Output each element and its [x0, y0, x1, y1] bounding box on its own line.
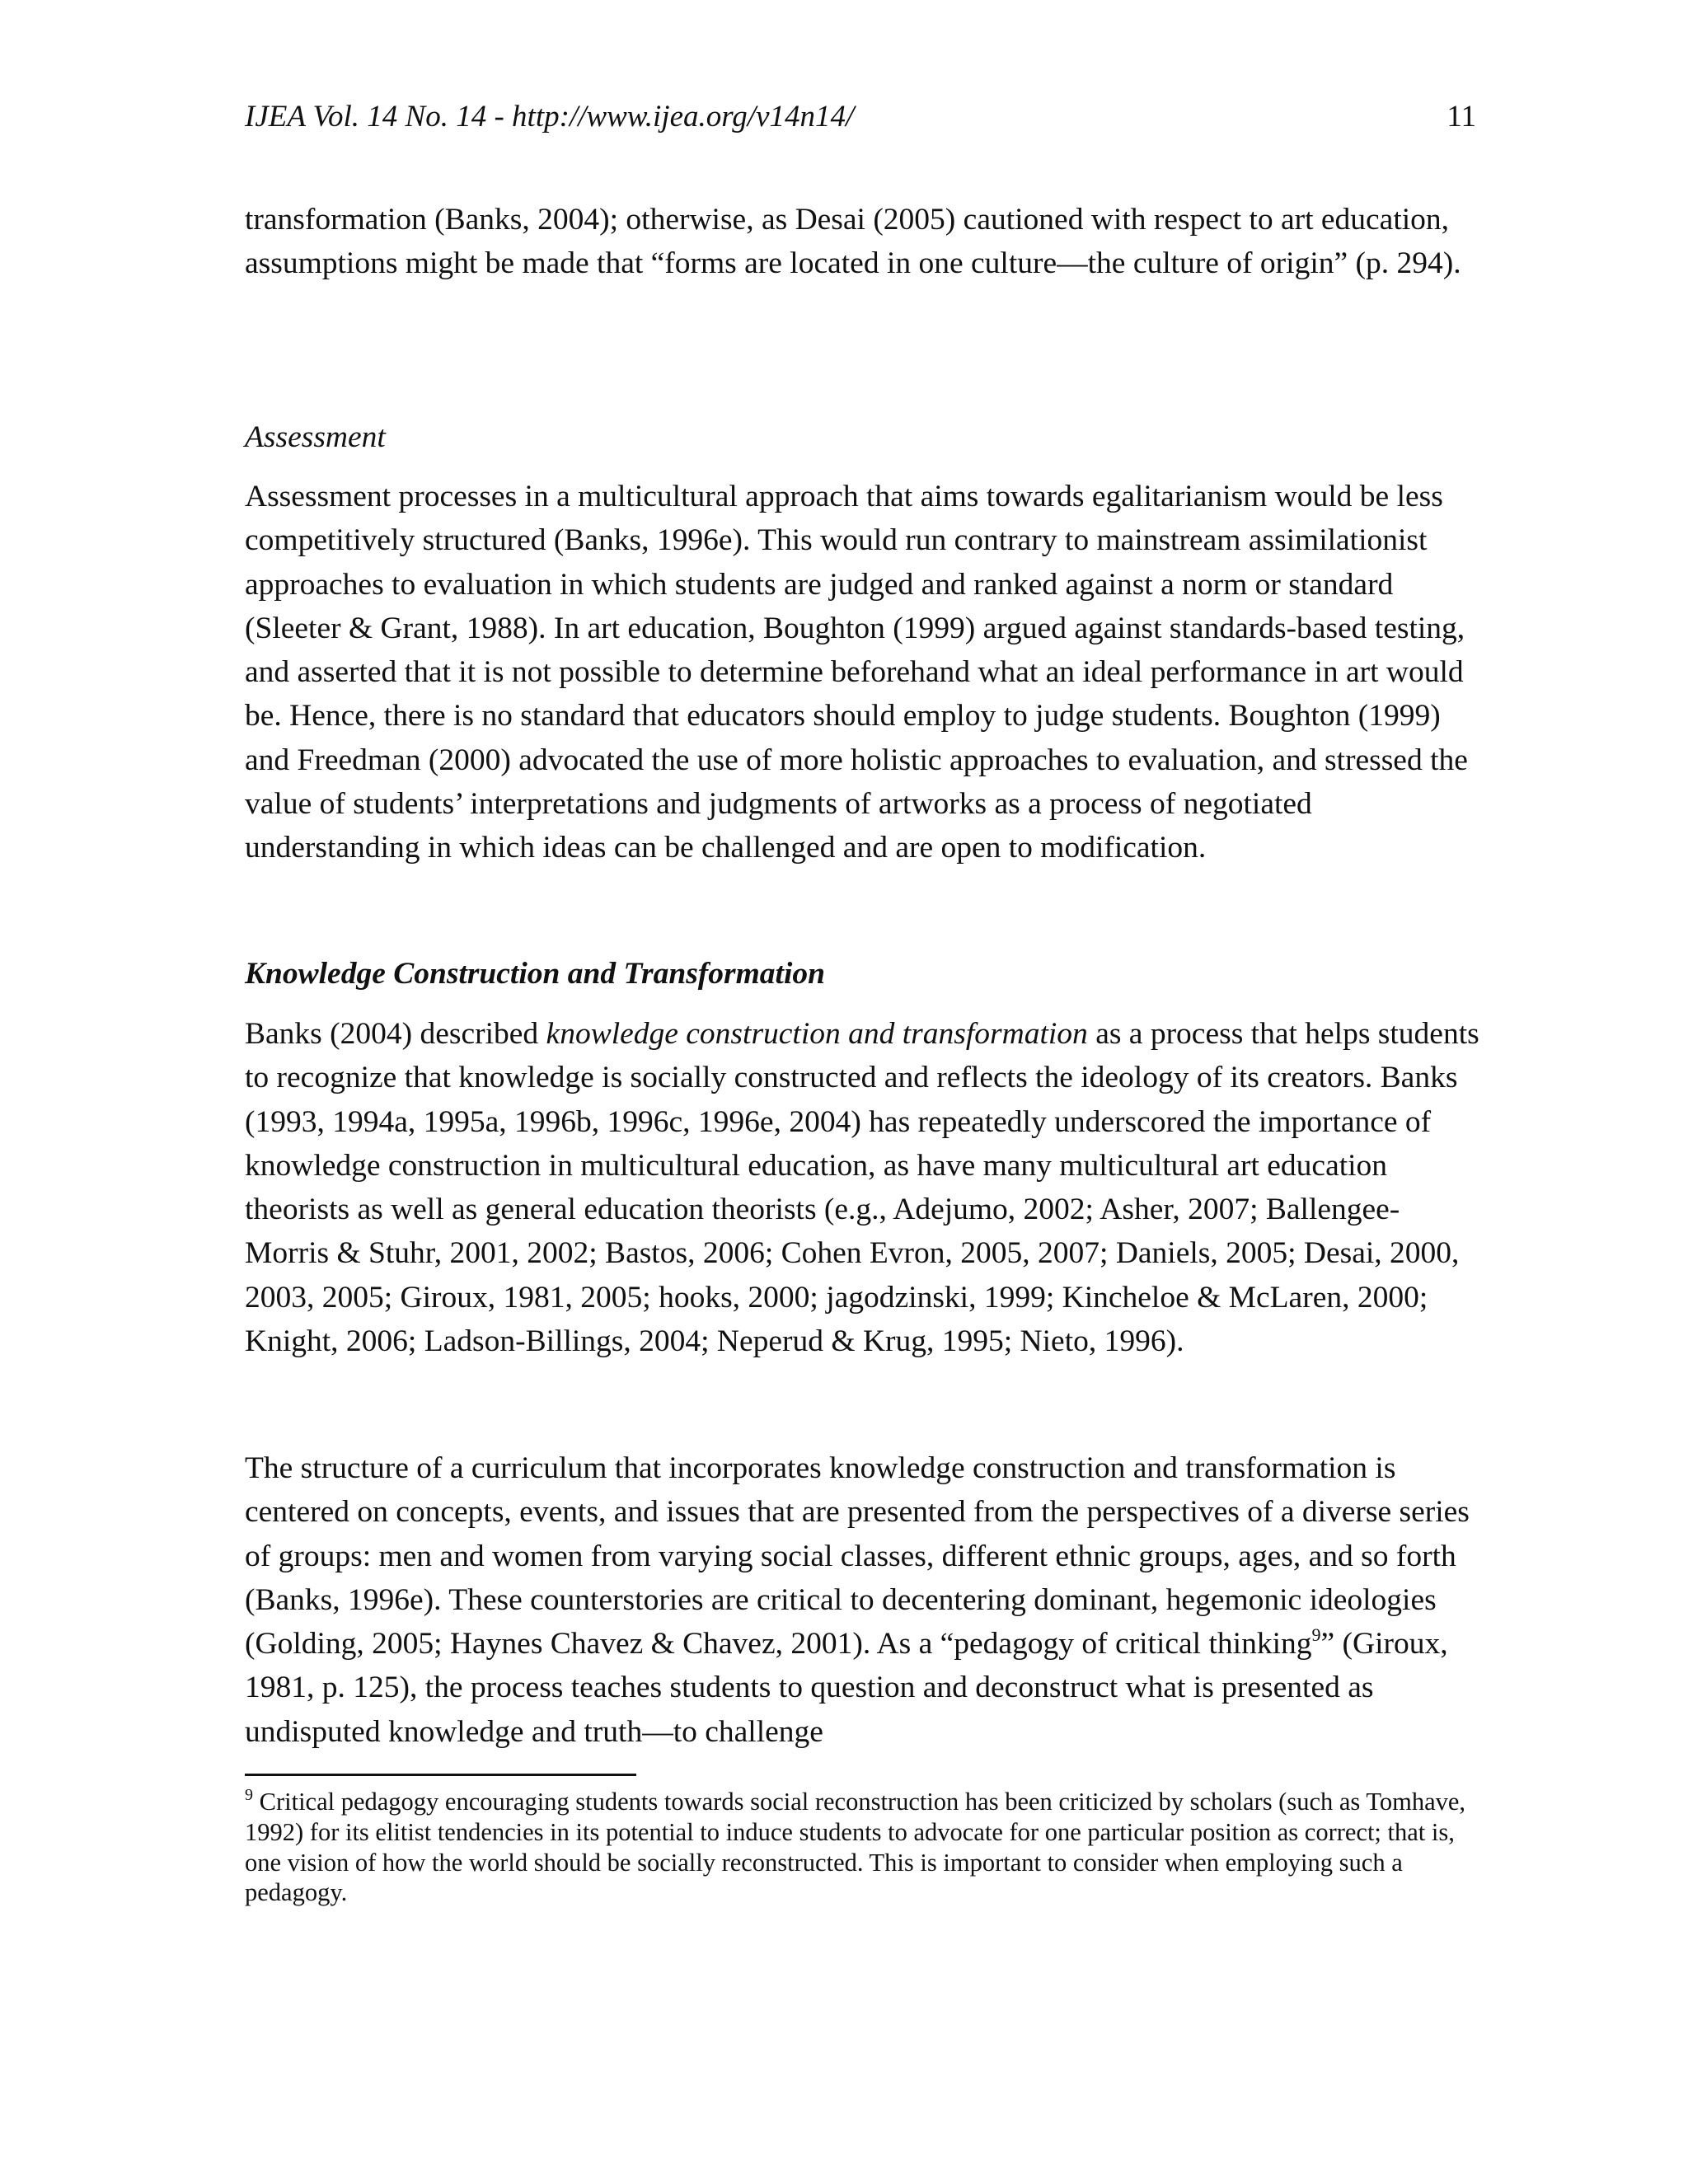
- paragraph-text-rest: as a process that helps students to recognize that knowledge is socially constructed and reflects the ideology of its creators. Banks (1993, 1994a, 1995a, 1996b, 1996c, 1996e, 2004) has repeatedly underscored the importance of knowledge construction in multicultural education, as have many multicultural art education theorists as well as general education theorists (e.g., Adejumo, 2002; Asher, 2007; Ballengee-Morris & Stuhr, 2001, 2002; Bastos, 2006; Cohen Evron, 2005, 2007; Daniels, 2005; Desai, 2000, 2003, 2005; Giroux, 1981, 2005; hooks, 2000; jagodzinski, 1999; Kincheloe & McLaren, 2000; Knight, 2006; Ladson-Billings, 2004; Neperud & Krug, 1995; Nieto, 1996).: [245, 1017, 1479, 1359]
- footnote: [245, 1787, 1481, 1908]
- emphasized-term: knowledge construction and transformation: [546, 1017, 1088, 1051]
- paragraph-text-start: Banks (2004) described: [245, 1017, 546, 1051]
- knowledge-construction-paragraph: [245, 1012, 1481, 1363]
- journal-citation: IJEA Vol. 14 No. 14 - http://www.ijea.org/v14n14/: [245, 100, 855, 134]
- section-heading: Knowledge Construction and Transformation: [245, 957, 825, 991]
- assessment-paragraph: Assessment processes in a multicultural approach that aims towards egalitarianism would be less competitively structured (Banks, 1996e). This would run contrary to mainstream assimilationist approaches to evaluation in which students are judged and ranked against a norm or standard (Sleeter & Grant, 1988). In art education, Boughton (1999) argued against standards-based testing, and asserted that it is not possible to determine beforehand what an ideal performance in art would be. Hence, there is no standard that educators should employ to judge students. Boughton (1999) and Freedman (2000) advocated the use of more holistic approaches to evaluation, and stressed the value of students’ interpretations and judgments of artworks as a process of negotiated understanding in which ideas can be challenged and are open to modification.: [245, 480, 1468, 865]
- page-number: 11: [1447, 100, 1476, 134]
- footnote-reference[interactable]: 9: [1311, 1624, 1321, 1646]
- paragraph-text-start: The structure of a curriculum that incorporates knowledge construction and transformation is centered on concepts, events, and issues that are presented from the perspectives of a diverse series of groups: men and women from varying social classes, different ethnic groups, ages, and so forth (Banks, 1996e). These counterstories are critical to decentering dominant, hegemonic ideologies (Golding, 2005; Haynes Chavez & Chavez, 2001). As a “pedagogy of critical thinking: [245, 1451, 1470, 1661]
- paragraph-text-rest: ” (Giroux, 1981, p. 125), the process teaches students to question and deconstruct what is presented as undisputed knowledge and truth—to challenge: [245, 1627, 1448, 1749]
- paragraph-continuation: transformation (Banks, 2004); otherwise, as Desai (2005) cautioned with respect to art education, assumptions might be made that “forms are located in one culture—the culture of origin” (p. 294).: [245, 203, 1461, 281]
- footnote-number: 9: [245, 1786, 253, 1804]
- footnote-text: Critical pedagogy encouraging students towards social reconstruction has been criticized by scholars (such as Tomhave, 1992) for its elitist tendencies in its potential to induce students to advocate for one particular position as correct; that is, one vision of how the world should be socially reconstructed. This is important to consider when employing such a pedagogy.: [245, 1788, 1466, 1907]
- curriculum-structure-paragraph: [245, 1446, 1481, 1754]
- footnote-divider: [245, 1774, 636, 1776]
- assessment-subheading: Assessment: [245, 420, 386, 454]
- running-header: [245, 92, 1478, 142]
